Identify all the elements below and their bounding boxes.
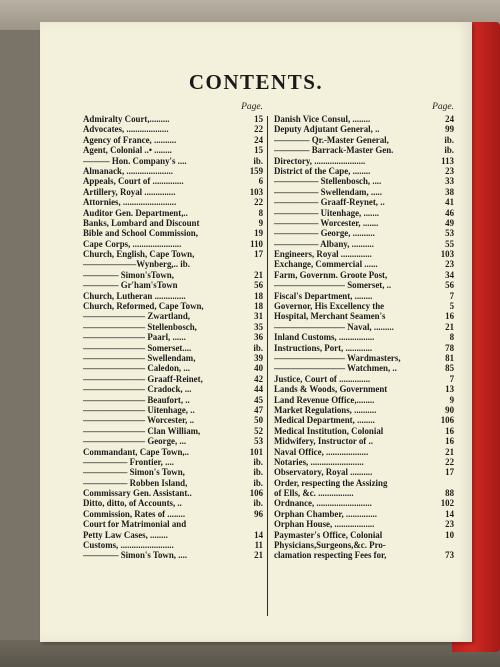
entry-page-number: 21 (445, 446, 454, 457)
entry-page-number: 18 (254, 290, 263, 301)
right-entries (274, 114, 454, 561)
entry-label: Customs, ........................ (83, 540, 174, 551)
contents-entry (83, 259, 263, 269)
entry-label: Physicians,Surgeons,&c. Pro- (274, 540, 386, 551)
contents-entry (274, 228, 454, 238)
contents-entry (274, 457, 454, 467)
contents-entry (83, 322, 263, 332)
contents-entry (274, 249, 454, 259)
entry-label: Ordnance, ......................... (274, 498, 372, 509)
contents-entry (274, 218, 454, 228)
entry-label: Orphan House, .................. (274, 519, 375, 530)
entry-page-number: 16 (445, 311, 454, 322)
entry-label: Fiscal's Department, ........ (274, 290, 373, 301)
entry-page-number: ib. (444, 134, 454, 145)
entry-page-number: 106 (249, 488, 263, 499)
entry-label: Governor, His Excellency the (274, 301, 385, 312)
entry-page-number: 159 (249, 165, 263, 176)
entry-label: Auditor Gen. Department,.. (83, 207, 188, 218)
entry-page-number: 40 (254, 363, 263, 374)
contents-entry (274, 176, 454, 186)
contents-entry (274, 509, 454, 519)
entry-page-number: 56 (254, 280, 263, 291)
entry-label: Instructions, Port, ............ (274, 342, 373, 353)
entry-label: Naval Office, ................... (274, 446, 369, 457)
entry-page-number: 15 (254, 145, 263, 156)
entry-label: Orphan Chamber, .............. (274, 508, 377, 519)
contents-entry (83, 530, 263, 540)
contents-entry (274, 405, 454, 415)
entry-label: Land Revenue Office,........ (274, 394, 375, 405)
entry-page-number: 22 (445, 456, 454, 467)
entry-label: ————— Stellenbosch, .... (274, 176, 382, 187)
entry-page-number: 9 (449, 394, 454, 405)
entry-label: ————— Worcester, ....... (274, 217, 379, 228)
entry-label: ————— Graaff-Reynet, .. (274, 197, 385, 208)
entry-label: Almanack, ..................... (83, 165, 173, 176)
entry-label: ——————— Graaff-Reinet, (83, 373, 203, 384)
entry-page-number: 53 (254, 436, 263, 447)
entry-page-number: 21 (254, 550, 263, 561)
contents-entry (274, 311, 454, 321)
entry-label: ——————— George, ... (83, 436, 187, 447)
entry-label: ——————— Paarl, ...... (83, 332, 186, 343)
contents-entry (83, 135, 263, 145)
entry-page-number: ib. (253, 467, 263, 478)
entry-page-number: 14 (445, 508, 454, 519)
contents-entry (83, 301, 263, 311)
contents-entry (83, 197, 263, 207)
entry-page-number: ib. (253, 477, 263, 488)
contents-entry (83, 156, 263, 166)
contents-entry (274, 426, 454, 436)
entry-label: Engineers, Royal .............. (274, 249, 372, 260)
contents-entry (274, 156, 454, 166)
entry-label: ———— Gr'ham'sTown (83, 280, 178, 291)
entry-page-number: 8 (449, 332, 454, 343)
contents-entry (274, 208, 454, 218)
entry-label: ————— Robben Island, (83, 477, 188, 488)
contents-right-column (274, 100, 454, 561)
contents-entry (83, 457, 263, 467)
contents-entry (83, 114, 263, 124)
entry-page-number: 103 (249, 186, 263, 197)
entry-label: Admiralty Court,......... (83, 114, 170, 124)
contents-entry (83, 395, 263, 405)
contents-entry (274, 530, 454, 540)
contents-entry (274, 291, 454, 301)
entry-page-number: 21 (254, 269, 263, 280)
entry-page-number: 101 (249, 446, 263, 457)
entry-label: ——————— Somerset.... (83, 342, 192, 353)
entry-label: ———————— Naval, ......... (274, 321, 394, 332)
contents-entry (274, 488, 454, 498)
page-title: CONTENTS. (188, 70, 324, 94)
entry-page-number: 19 (254, 228, 263, 239)
entry-label: Church, Reformed, Cape Town, (83, 301, 204, 312)
entry-page-number: 22 (254, 197, 263, 208)
entry-label: Petty Law Cases, ........ (83, 529, 168, 540)
entry-label: ———————— Watchmen, .. (274, 363, 397, 374)
entry-label: Agency of France, .......... (83, 134, 177, 145)
entry-page-number: 31 (254, 311, 263, 322)
contents-entry (83, 249, 263, 259)
contents-entry (274, 114, 454, 124)
contents-entry (274, 270, 454, 280)
entry-label: Commissary Gen. Assistant.. (83, 488, 192, 499)
entry-label: ————— George, .......... (274, 228, 375, 239)
contents-entry (83, 228, 263, 238)
entry-page-number: 96 (254, 508, 263, 519)
entry-page-number: 35 (254, 321, 263, 332)
contents-entry (83, 124, 263, 134)
entry-label: ——————— Zwartland, (83, 311, 190, 322)
contents-entry (274, 384, 454, 394)
contents-entry (83, 540, 263, 550)
contents-entry (83, 353, 263, 363)
entry-label: clamation respecting Fees for, (274, 550, 387, 561)
entry-page-number: 24 (445, 114, 454, 124)
contents-entry (274, 259, 454, 269)
contents-entry (274, 363, 454, 373)
contents-entry (83, 166, 263, 176)
contents-entry (274, 187, 454, 197)
entry-label: ——————— Swellendam, (83, 352, 196, 363)
contents-entry (83, 467, 263, 477)
contents-entry (274, 332, 454, 342)
contents-entry (274, 322, 454, 332)
contents-entry (83, 405, 263, 415)
entry-label: ——— Hon. Company's .... (83, 155, 187, 166)
entry-label: ——————— Stellenbosch, (83, 321, 197, 332)
entry-label: Church, Lutheran .............. (83, 290, 186, 301)
entry-label: ————— Uitenhage, ....... (274, 207, 380, 218)
entry-label: Agent, Colonial ..• ........ (83, 145, 172, 156)
entry-page-number: ib. (253, 456, 263, 467)
contents-entry (83, 374, 263, 384)
contents-entry (274, 374, 454, 384)
entry-label: of Ells, &c. ................ (274, 488, 354, 499)
contents-entry (274, 498, 454, 508)
contents-entry (83, 498, 263, 508)
entry-page-number: 78 (445, 342, 454, 353)
entry-label: Lands & Woods, Government (274, 384, 388, 395)
entry-label: Commission, Rates of ........ (83, 508, 186, 519)
contents-entry (83, 332, 263, 342)
entry-label: ———— Simon'sTown, (83, 269, 174, 280)
entry-label: Order, respecting the Assizing (274, 477, 388, 488)
entry-page-number: ib. (444, 145, 454, 156)
entry-label: Church, English, Cape Town, (83, 249, 195, 260)
entry-page-number: 23 (445, 259, 454, 270)
entry-page-number: 9 (258, 217, 263, 228)
entry-page-number: 47 (254, 404, 263, 415)
entry-page-number: 16 (445, 425, 454, 436)
entry-page-number: 85 (445, 363, 454, 374)
entry-page-number: 8 (258, 207, 263, 218)
entry-label: Midwifery, Instructor of .. (274, 436, 373, 447)
contents-entry (274, 124, 454, 134)
contents-entry (83, 343, 263, 353)
entry-page-number: 103 (440, 249, 454, 260)
entry-label: Hospital, Merchant Seamen's (274, 311, 386, 322)
entry-page-number: 38 (445, 186, 454, 197)
entry-label: ————— Albany, .......... (274, 238, 374, 249)
entry-label: Paymaster's Office, Colonial (274, 529, 383, 540)
contents-entry (83, 384, 263, 394)
entry-label: ——————— Cradock, ... (83, 384, 192, 395)
entry-page-number: 46 (445, 207, 454, 218)
contents-entry (83, 239, 263, 249)
entry-label: Justice, Court of .............. (274, 373, 371, 384)
contents-entry (83, 488, 263, 498)
entry-page-number: 34 (445, 269, 454, 280)
contents-entry (83, 426, 263, 436)
contents-entry (274, 550, 454, 560)
entry-page-number: 13 (445, 384, 454, 395)
entry-page-number: 23 (445, 519, 454, 530)
entry-page-number: ib. (253, 498, 263, 509)
entry-label: Advocates, ................... (83, 124, 169, 135)
entry-page-number: 106 (440, 415, 454, 426)
contents-entry (83, 447, 263, 457)
entry-page-number: 99 (445, 124, 454, 135)
entry-page-number: 52 (254, 425, 263, 436)
entry-page-number: 45 (254, 394, 263, 405)
page-column-heading-left: Page. (241, 102, 263, 112)
entry-label: Ditto, ditto, of Accounts, .. (83, 498, 182, 509)
contents-entry (83, 415, 263, 425)
entry-label: ——————— Clan William, (83, 425, 201, 436)
entry-label: Commandant, Cape Town,.. (83, 446, 190, 457)
contents-entry (274, 239, 454, 249)
contents-entry (83, 270, 263, 280)
entry-label: Medical Institution, Colonial (274, 425, 384, 436)
entry-label: ————— Swellendam, ..... (274, 186, 382, 197)
entry-page-number: 10 (445, 529, 454, 540)
contents-entry (274, 301, 454, 311)
entry-page-number: 15 (254, 114, 263, 124)
contents-entry (83, 176, 263, 186)
entry-page-number: 6 (258, 176, 263, 187)
contents-entry (83, 291, 263, 301)
entry-page-number: 81 (445, 352, 454, 363)
entry-label: Attornies, ........................ (83, 197, 177, 208)
column-divider (267, 116, 268, 616)
entry-page-number: 44 (254, 384, 263, 395)
entry-label: ——————— Beaufort, .. (83, 394, 190, 405)
contents-entry (274, 197, 454, 207)
contents-entry (83, 208, 263, 218)
entry-page-number: 11 (254, 540, 263, 551)
entry-page-number: ib. (253, 155, 263, 166)
entry-label: Observatory, Royal .......... (274, 467, 373, 478)
entry-page-number: ib. (253, 342, 263, 353)
contents-entry (83, 436, 263, 446)
entry-label: ——————— Worcester, .. (83, 415, 195, 426)
entry-page-number: 22 (254, 124, 263, 135)
entry-page-number: 110 (250, 238, 263, 249)
contents-entry (83, 145, 263, 155)
contents-entry (274, 436, 454, 446)
entry-label: ——————— Uitenhage, .. (83, 404, 195, 415)
entry-page-number: 16 (445, 436, 454, 447)
entry-label: ——————— Caledon, ... (83, 363, 190, 374)
contents-entry (83, 550, 263, 560)
entry-page-number: 33 (445, 176, 454, 187)
book-page (40, 22, 472, 642)
entry-label: Inland Customs, ................ (274, 332, 375, 343)
entry-label: Court for Matrimonial and (83, 519, 187, 530)
entry-page-number: 42 (254, 373, 263, 384)
entry-page-number: 17 (445, 467, 454, 478)
entry-page-number: 53 (445, 228, 454, 239)
entry-label: Deputy Adjutant General, .. (274, 124, 380, 135)
entry-page-number: 90 (445, 404, 454, 415)
entry-label: ———————— Wardmasters, (274, 352, 401, 363)
entry-page-number: 102 (440, 498, 454, 509)
contents-entry (83, 363, 263, 373)
contents-entry (274, 540, 454, 550)
entry-label: Bible and School Commission, (83, 228, 198, 239)
entry-label: Market Regulations, .......... (274, 404, 377, 415)
entry-page-number: 41 (445, 197, 454, 208)
entry-label: ———— Qr.-Master General, (274, 134, 389, 145)
contents-entry (274, 519, 454, 529)
entry-label: ———————— Somerset, .. (274, 280, 392, 291)
entry-label: Danish Vice Consul, ........ (274, 114, 371, 124)
entry-label: ———— Simon's Town, .... (83, 550, 188, 561)
entry-label: Exchange, Commercial ...... (274, 259, 378, 270)
entry-label: Directory, ....................... (274, 155, 366, 166)
entry-label: ——————Wynberg,.. ib. (83, 259, 190, 270)
entry-page-number: 113 (441, 155, 454, 166)
backdrop-shadow (0, 640, 500, 667)
entry-label: ————— Simon's Town, (83, 467, 185, 478)
contents-entry (274, 478, 454, 488)
contents-entry (274, 343, 454, 353)
contents-left-column (83, 100, 263, 561)
contents-entry (274, 447, 454, 457)
entry-page-number: 7 (449, 290, 454, 301)
entry-label: Notaries, ........................ (274, 456, 364, 467)
entry-page-number: 36 (254, 332, 263, 343)
entry-page-number: 17 (254, 249, 263, 260)
entry-label: District of the Cape, ........ (274, 165, 371, 176)
contents-entry (83, 311, 263, 321)
contents-entry (274, 395, 454, 405)
entry-page-number: 49 (445, 217, 454, 228)
contents-entry (83, 280, 263, 290)
entry-page-number: 50 (254, 415, 263, 426)
entry-page-number: 21 (445, 321, 454, 332)
entry-label: Appeals, Court of .............. (83, 176, 184, 187)
contents-entry (274, 145, 454, 155)
contents-entry (83, 218, 263, 228)
contents-entry (274, 280, 454, 290)
entry-page-number: 73 (445, 550, 454, 561)
contents-entry (83, 187, 263, 197)
contents-entry (83, 519, 263, 529)
entry-label: Cape Corps, ...................... (83, 238, 182, 249)
contents-entry (274, 467, 454, 477)
entry-page-number: 5 (449, 301, 454, 312)
left-entries (83, 114, 263, 561)
entry-label: Artillery, Royal .............. (83, 186, 176, 197)
contents-entry (274, 135, 454, 145)
contents-entry (274, 415, 454, 425)
contents-entry (83, 509, 263, 519)
entry-label: Medical Department, ........ (274, 415, 375, 426)
entry-label: ————— Frontier, .... (83, 456, 174, 467)
entry-page-number: 24 (254, 134, 263, 145)
entry-label: Farm, Governm. Groote Post, (274, 269, 388, 280)
page-column-heading-right: Page. (432, 102, 454, 112)
contents-entry (83, 478, 263, 488)
entry-page-number: 88 (445, 488, 454, 499)
entry-page-number: 18 (254, 301, 263, 312)
entry-page-number: 14 (254, 529, 263, 540)
entry-page-number: 39 (254, 352, 263, 363)
entry-page-number: 55 (445, 238, 454, 249)
entry-page-number: 56 (445, 280, 454, 291)
entry-page-number: 7 (449, 373, 454, 384)
contents-entry (274, 166, 454, 176)
contents-entry (274, 353, 454, 363)
entry-label: Banks, Lombard and Discount (83, 217, 200, 228)
entry-page-number: 23 (445, 165, 454, 176)
entry-label: ———— Barrack-Master Gen. (274, 145, 394, 156)
